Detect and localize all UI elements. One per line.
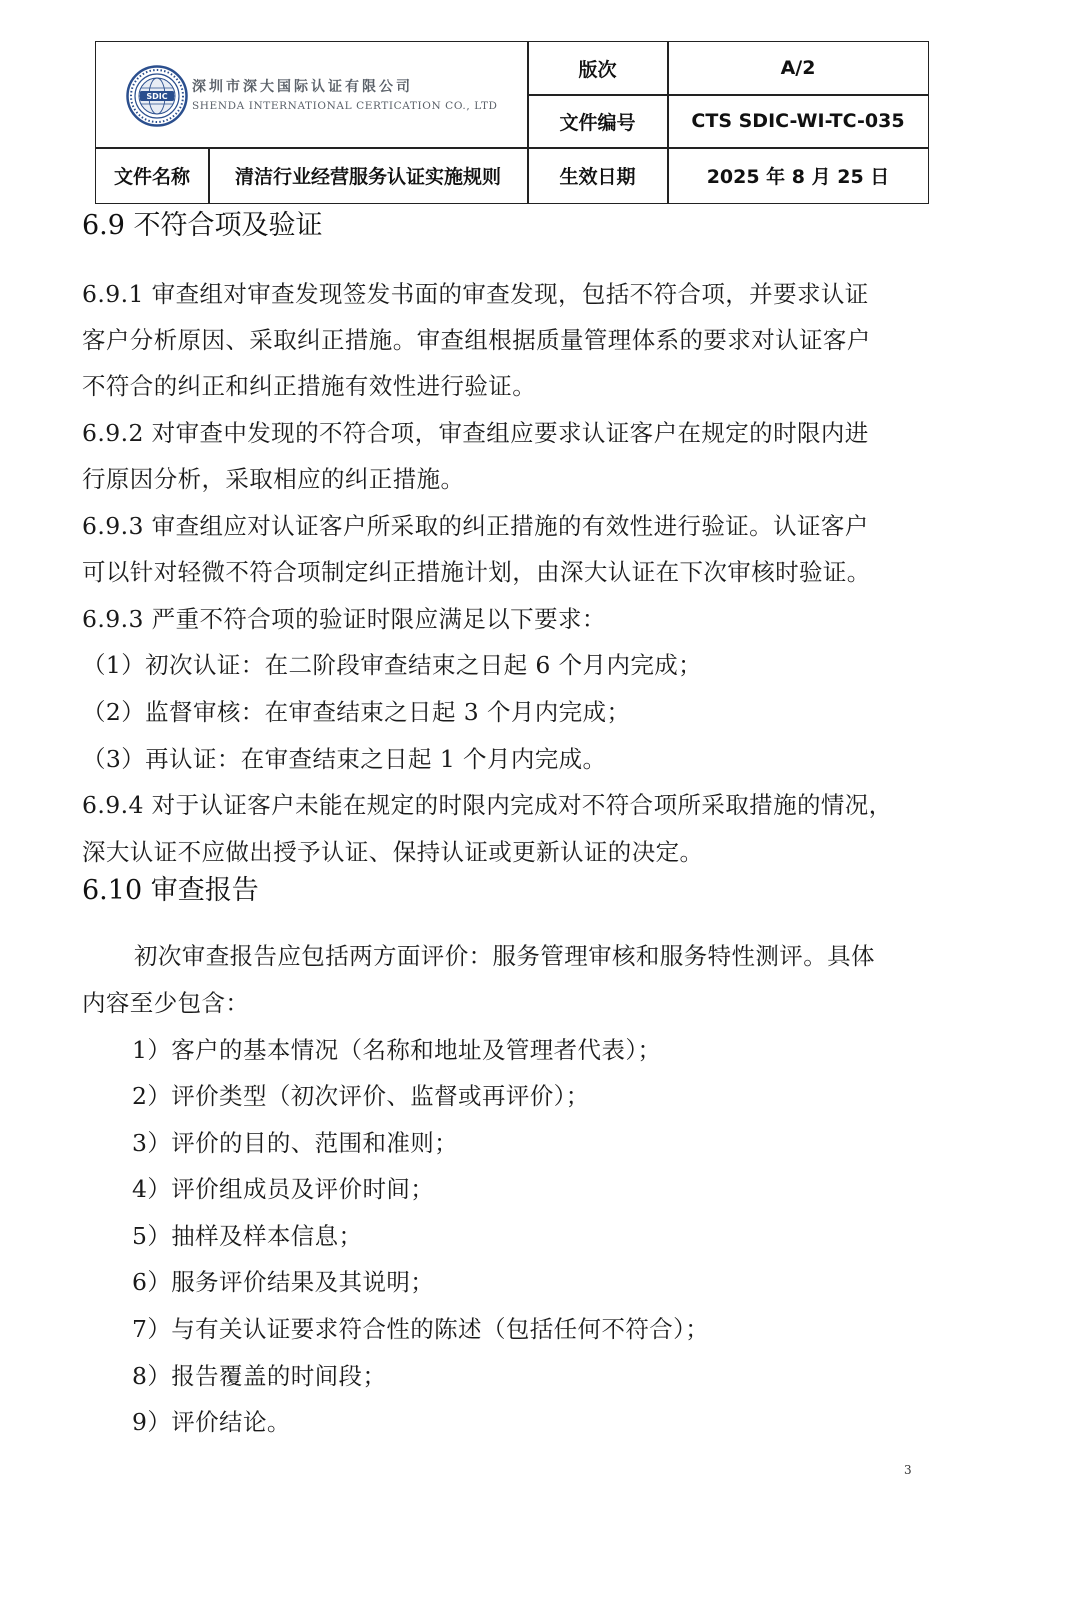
- doc-number-value: CTS SDIC-WI-TC-035: [691, 110, 905, 132]
- report-intro-line: 初次审查报告应包括两方面评价：服务管理审核和服务特性测评。具体: [134, 942, 875, 970]
- report-content-item: 2）评价类型（初次评价、监督或再评价）；: [132, 1082, 590, 1110]
- paragraph-line: 可以针对轻微不符合项制定纠正措施计划，由深大认证在下次审核时验证。: [82, 558, 871, 586]
- report-intro-line: 内容至少包含：: [82, 989, 250, 1017]
- page-number: 3: [904, 1463, 912, 1477]
- logo-text: SDIC: [146, 92, 168, 101]
- report-content-item: 9）评价结论。: [132, 1408, 291, 1436]
- company-name-en: SHENDA INTERNATIONAL CERTICATION CO., LTD: [192, 100, 498, 112]
- doc-name-value: 清洁行业经营服务认证实施规则: [234, 166, 501, 188]
- report-content-item: 7）与有关认证要求符合性的陈述（包括任何不符合）；: [132, 1315, 710, 1343]
- paragraph-line: 行原因分析，采取相应的纠正措施。: [82, 465, 465, 493]
- company-name-cn: 深圳市深大国际认证有限公司: [192, 79, 413, 95]
- paragraph-line: 6.9.2 对审查中发现的不符合项，审查组应要求认证客户在规定的时限内进: [82, 419, 869, 447]
- doc-number-label: 文件编号: [559, 111, 636, 134]
- report-content-item: 5）抽样及样本信息；: [132, 1222, 363, 1250]
- paragraph-line: 6.9.3 审查组应对认证客户所采取的纠正措施的有效性进行验证。认证客户: [82, 512, 869, 540]
- company-seal-icon: [126, 65, 188, 127]
- document-header-table: [95, 41, 929, 204]
- paragraph-line: 6.9.1 审查组对审查发现签发书面的审查发现，包括不符合项，并要求认证: [82, 280, 869, 308]
- version-label: 版次: [578, 58, 617, 81]
- paragraph-line: 6.9.3 严重不符合项的验证时限应满足以下要求：: [82, 605, 606, 633]
- effective-date-value: 2025 年 8 月 25 日: [706, 166, 890, 188]
- report-content-item: 3）评价的目的、范围和准则；: [132, 1129, 459, 1157]
- effective-date-label: 生效日期: [559, 166, 636, 188]
- paragraph-line: 不符合的纠正和纠正措施有效性进行验证。: [82, 372, 537, 400]
- section-heading-6-10: 6.10 审查报告: [82, 875, 259, 906]
- requirement-item: （1）初次认证：在二阶段审查结束之日起 6 个月内完成；: [82, 651, 703, 679]
- doc-name-label: 文件名称: [113, 166, 190, 188]
- report-content-item: 8）报告覆盖的时间段；: [132, 1362, 387, 1390]
- version-value: A/2: [780, 57, 816, 79]
- paragraph-line: 6.9.4 对于认证客户未能在规定的时限内完成对不符合项所采取措施的情况，: [82, 791, 893, 819]
- requirement-item: （3）再认证：在审查结束之日起 1 个月内完成。: [82, 745, 607, 773]
- company-logo-block: [96, 42, 527, 147]
- paragraph-line: 深大认证不应做出授予认证、保持认证或更新认证的决定。: [82, 838, 704, 866]
- report-content-item: 4）评价组成员及评价时间；: [132, 1175, 435, 1203]
- report-content-item: 6）服务评价结果及其说明；: [132, 1268, 435, 1296]
- paragraph-line: 客户分析原因、采取纠正措施。审查组根据质量管理体系的要求对认证客户: [82, 326, 871, 354]
- requirement-item: （2）监督审核：在审查结束之日起 3 个月内完成；: [82, 698, 631, 726]
- report-content-item: 1）客户的基本情况（名称和地址及管理者代表）；: [132, 1036, 662, 1064]
- section-heading-6-9: 6.9 不符合项及验证: [82, 210, 323, 241]
